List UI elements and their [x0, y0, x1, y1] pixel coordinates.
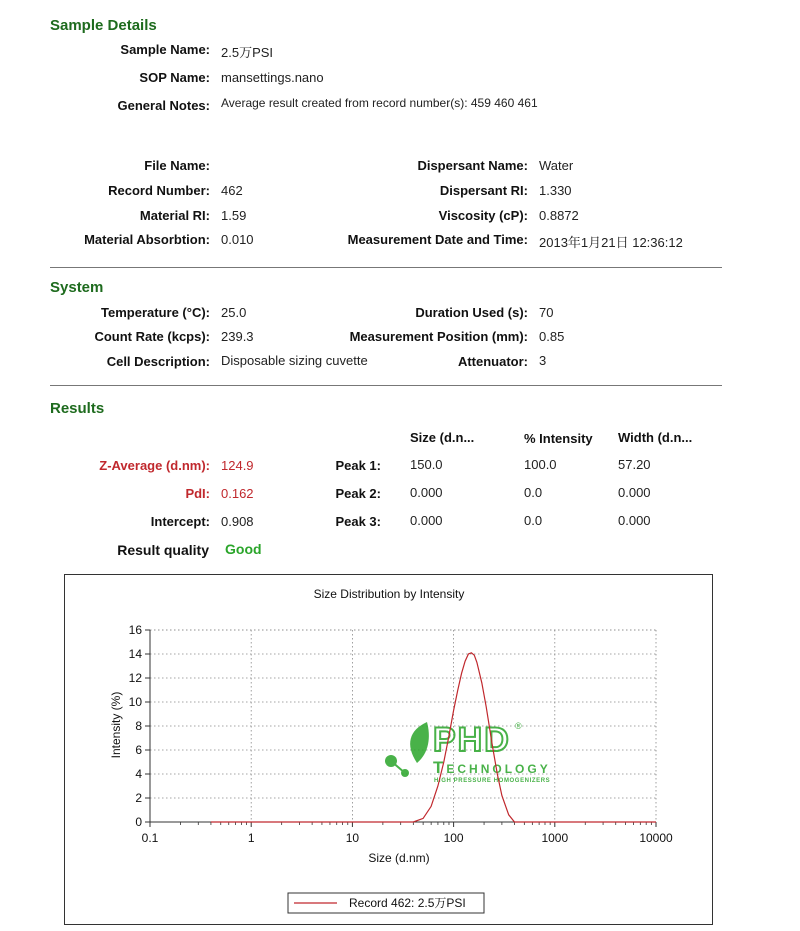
attenuator-label: Attenuator: [457, 354, 528, 369]
peak-1-size: 150.0 [410, 457, 443, 472]
result-quality-label: Result quality [117, 542, 209, 558]
divider-2 [50, 385, 722, 386]
peak-2-label: Peak 2: [335, 486, 381, 501]
result-quality-value: Good [225, 541, 262, 557]
pdi-value: 0.162 [221, 486, 254, 501]
y-tick-label: 12 [128, 671, 142, 685]
chart-title: Size Distribution by Intensity [313, 587, 465, 601]
temperature-value: 25.0 [221, 305, 247, 320]
duration-value: 70 [539, 305, 554, 320]
sop-name-value: mansettings.nano [221, 70, 324, 85]
intercept-value: 0.908 [221, 514, 254, 529]
measurement-position-label: Measurement Position (mm): [349, 329, 528, 344]
file-name-label: File Name: [144, 158, 210, 173]
material-ri-label: Material RI: [139, 208, 210, 223]
phd-watermark [385, 721, 551, 784]
z-average-value: 124.9 [221, 458, 254, 473]
watermark-sub: Technology [433, 758, 551, 777]
col-size-header: Size (d.n... [410, 430, 475, 445]
y-tick-label: 8 [135, 719, 142, 733]
y-tick-label: 14 [128, 647, 142, 661]
peak-3-width: 0.000 [618, 513, 651, 528]
results-title: Results [50, 400, 105, 417]
x-tick-label: 10000 [639, 831, 673, 845]
dispersant-ri-value: 1.330 [539, 183, 572, 198]
count-rate-label: Count Rate (kcps): [94, 329, 210, 344]
viscosity-value: 0.8872 [539, 208, 579, 223]
y-tick-label: 0 [135, 815, 142, 829]
material-absorbtion-value: 0.010 [221, 232, 254, 247]
watermark-tagline: HIGH PRESSURE HOMOGENIZERS [434, 778, 551, 784]
peak-3-size: 0.000 [410, 513, 443, 528]
y-axis-label: Intensity (%) [109, 691, 123, 759]
peak-2-width: 0.000 [618, 485, 651, 500]
duration-label: Duration Used (s): [415, 305, 528, 320]
cell-description-label: Cell Description: [106, 354, 210, 369]
divider-1 [50, 267, 722, 268]
sample-details-title: Sample Details [50, 17, 157, 34]
watermark-brand: PHD [433, 721, 511, 759]
count-rate-value: 239.3 [221, 329, 254, 344]
peak-1-label: Peak 1: [335, 458, 381, 473]
attenuator-value: 3 [539, 353, 547, 368]
measurement-date-label: Measurement Date and Time: [347, 232, 528, 247]
x-tick-label: 1000 [541, 831, 569, 845]
chart-svg [65, 575, 712, 924]
peak-1-width: 57.20 [618, 457, 651, 472]
chart-grid [150, 630, 656, 822]
x-tick-label: 1 [247, 831, 255, 845]
record-number-value: 462 [221, 183, 243, 198]
peak-1-intensity: 100.0 [524, 457, 557, 472]
y-tick-label: 4 [135, 767, 142, 781]
y-tick-label: 10 [128, 695, 142, 709]
measurement-date-value: 2013年1月21日 12:36:12 [539, 235, 683, 250]
material-absorbtion-label: Material Absorbtion: [84, 232, 210, 247]
peak-3-label: Peak 3: [335, 514, 381, 529]
dispersant-name-value: Water [539, 158, 574, 173]
dispersant-ri-label: Dispersant RI: [439, 183, 528, 198]
intercept-label: Intercept: [150, 514, 210, 529]
x-tick-label: 10 [345, 831, 360, 845]
peak-2-size: 0.000 [410, 485, 443, 500]
y-tick-label: 6 [135, 743, 142, 757]
legend-label: Record 462: 2.5万PSI [349, 896, 466, 910]
z-average-label: Z-Average (d.nm): [99, 458, 210, 473]
general-notes-label: General Notes: [117, 98, 210, 113]
sample-name-value: 2.5万PSI [221, 45, 274, 60]
sop-name-label: SOP Name: [139, 70, 210, 85]
chart-axes [145, 630, 656, 827]
temperature-label: Temperature (°C): [101, 305, 210, 320]
system-title: System [50, 279, 104, 296]
size-distribution-chart [64, 574, 713, 925]
record-number-label: Record Number: [108, 183, 210, 198]
x-tick-label: 100 [443, 831, 464, 845]
y-tick-label: 2 [135, 791, 142, 805]
watermark-reg: ® [515, 721, 522, 731]
y-tick-label: 16 [128, 623, 142, 637]
sample-name-label: Sample Name: [120, 42, 210, 57]
leaf-icon [410, 722, 429, 763]
pdi-label: PdI: [185, 486, 210, 501]
peak-2-intensity: 0.0 [524, 485, 543, 500]
peak-3-intensity: 0.0 [524, 513, 543, 528]
x-axis-label: Size (d.nm) [368, 851, 430, 865]
general-notes-value: Average result created from record number(s): 459 460 461 [221, 96, 538, 110]
dispersant-name-label: Dispersant Name: [417, 158, 528, 173]
chart-tick-labels [129, 623, 673, 845]
cell-description-value: Disposable sizing cuvette [221, 353, 368, 368]
col-width-header: Width (d.n... [618, 430, 693, 445]
x-tick-label: 0.1 [141, 831, 159, 845]
material-ri-value: 1.59 [221, 208, 247, 223]
watermark-connector [391, 761, 405, 773]
viscosity-label: Viscosity (cP): [438, 208, 528, 223]
measurement-position-value: 0.85 [539, 329, 565, 344]
col-intensity-header: % Intensity [524, 431, 593, 446]
